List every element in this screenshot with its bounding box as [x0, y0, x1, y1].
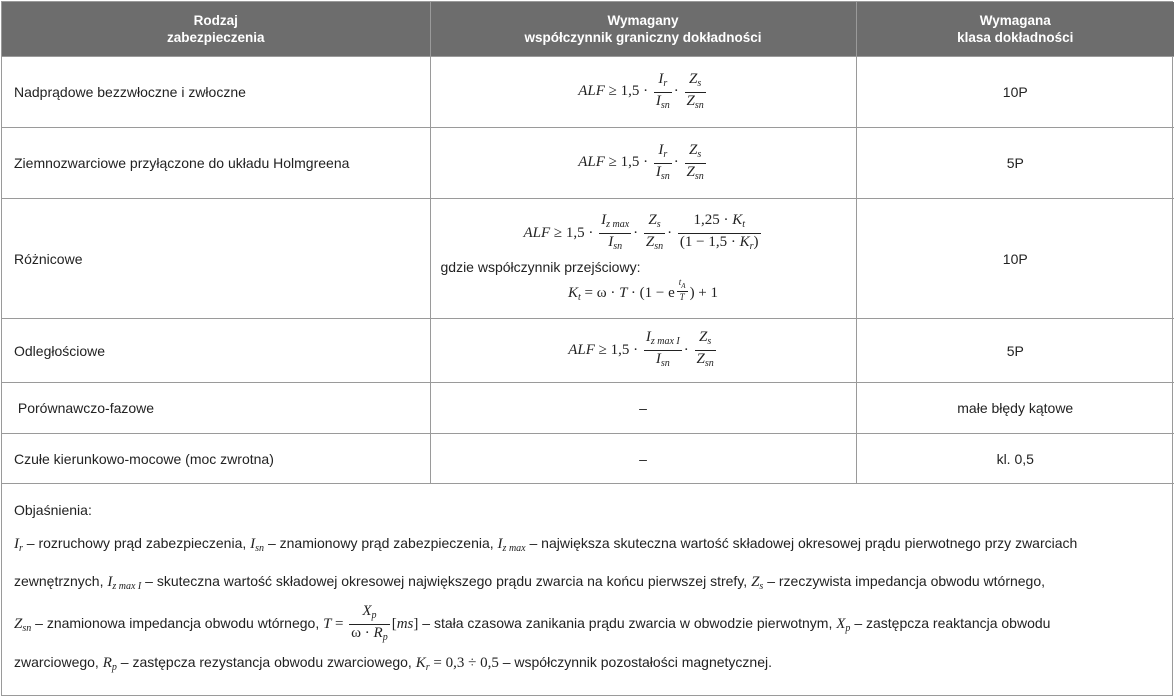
- explanations-cell: [2, 484, 1174, 695]
- protection-requirements-table: [2, 2, 1174, 694]
- row-class: 5P: [856, 128, 1174, 199]
- explanations-line-4: zwarciowego, $R_p$ – zastępcza rezystancja obwodu zwarciowego, $K_r = 0,3 \div 0,5$ – współczynnik pozostałości magnetycznej.: [14, 654, 772, 673]
- row-class: kl. 0,5: [856, 434, 1174, 484]
- explanations-title: Objaśnienia:: [14, 502, 92, 518]
- explanations-line-1: $I_r$ – rozruchowy prąd zabezpieczenia, $I_{sn}$ – znamionowy prąd zabezpieczenia, $I_{z max}$ – największa skuteczna wartość składowej okresowej prądu pierwotnego przy zwarciach: [14, 535, 1078, 554]
- alf-formula-distance: ALF ≥ 1,5 · $\frac{I_{z max I}}{I_{sn}}$ · $\frac{Z_s}{Z_{sn}}$: [568, 329, 714, 369]
- table-row: [2, 128, 1174, 199]
- row-protection-type: Ziemnozwarciowe przyłączone do układu Holmgreena: [2, 128, 430, 199]
- explanations-line-3: $Z_{sn}$ – znamionowa impedancja obwodu wtórnego, T = $\frac{X_p}{\omega \cdot R_p}$ [ms] – stała czasowa zanikania prądu zwarcia w obwodzie pierwotnym, $X_p$ – zastępcza reaktancja obwodu: [14, 603, 1051, 643]
- row-class: 10P: [856, 199, 1174, 319]
- row-protection-type: Różnicowe: [2, 199, 430, 319]
- explanations-row: [2, 484, 1174, 695]
- row-alf-value: –: [430, 383, 856, 434]
- row-class: 5P: [856, 319, 1174, 383]
- row-protection-type: Czułe kierunkowo-mocowe (moc zwrotna): [2, 434, 430, 484]
- row-protection-type: Porównawczo-fazowe: [2, 383, 430, 434]
- explanations-line-2: zewnętrznych, $I_{z max I}$ – skuteczna wartość składowej okresowej największego prądu zwarcia na końcu pierwszej strefy, $Z_s$ – rzeczywista impedancja obwodu wtórnego,: [14, 573, 1046, 592]
- alf-formula-overcurrent: ALF ≥ 1,5 · $\frac{I_r}{I_{sn}}$ · $\frac{Z_s}{Z_{sn}}$: [578, 70, 704, 111]
- row-alf-formula: [430, 128, 856, 199]
- row-protection-type: Nadprądowe bezzwłoczne i zwłoczne: [2, 57, 430, 128]
- row-alf-formula: [430, 319, 856, 383]
- alf-formula-differential: ALF ≥ 1,5 · $\frac{I_{z max}}{I_{sn}}$ · $\frac{Z_s}{Z_{sn}}$ · $\frac{1,25 \cdot K_t}{(1 - 1,5 \cdot K_r)}$: [523, 211, 759, 252]
- row-alf-value: –: [430, 434, 856, 484]
- kt-formula: $K_t = \omega \cdot T \cdot (1 - e$ $^{\frac{t_A}{T}}$ ) + 1: [567, 276, 719, 304]
- header-alf: Wymagany współczynnik graniczny dokładności: [430, 2, 856, 57]
- table-row: [2, 434, 1174, 484]
- row-class: 10P: [856, 57, 1174, 128]
- table-row: [2, 199, 1174, 319]
- header-class: Wymagana klasa dokładności: [856, 2, 1174, 57]
- transient-factor-note: gdzie współczynnik przejściowy:: [440, 258, 641, 275]
- row-protection-type: Odległościowe: [2, 319, 430, 383]
- protection-table-page: [1, 1, 1173, 696]
- alf-formula-earth-fault: ALF ≥ 1,5 · $\frac{I_r}{I_{sn}}$ · $\frac{Z_s}{Z_{sn}}$: [578, 141, 704, 182]
- row-class: małe błędy kątowe: [856, 383, 1174, 434]
- table-row: [2, 383, 1174, 434]
- row-alf-formula: [430, 199, 856, 319]
- header-row: [2, 2, 1174, 57]
- table-row: [2, 319, 1174, 383]
- row-alf-formula: [430, 57, 856, 128]
- header-protection-type: Rodzaj zabezpieczenia: [2, 2, 430, 57]
- table-row: [2, 57, 1174, 128]
